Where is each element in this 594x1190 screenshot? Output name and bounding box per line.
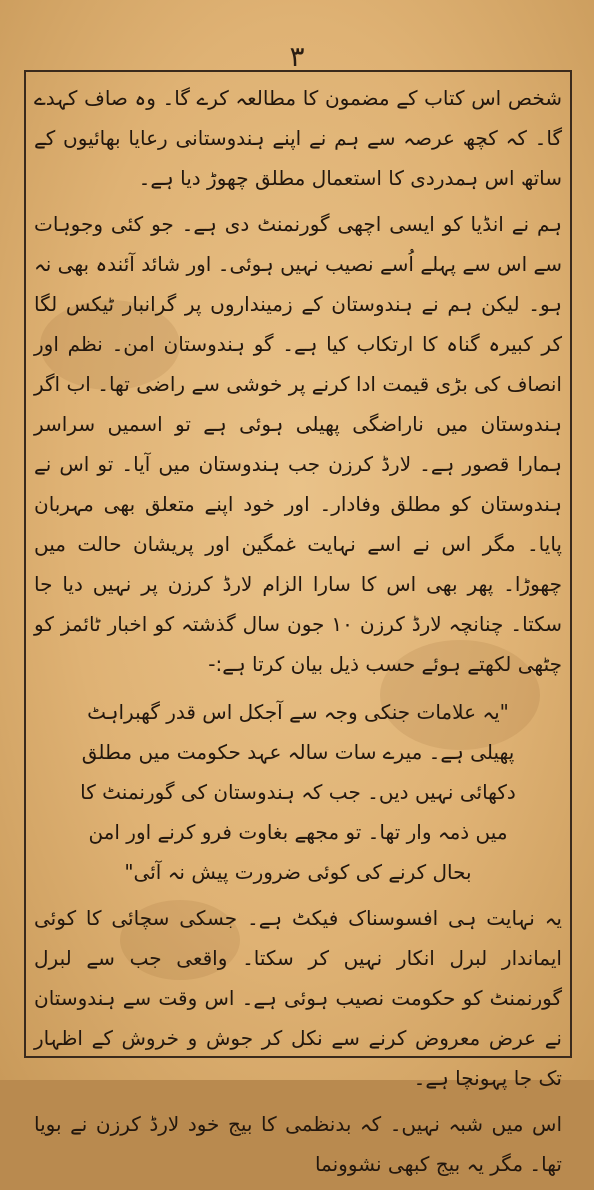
paragraph: اس میں شبہ نہیں۔ کہ بدنظمی کا بیج خود لارڈ کرزن نے بویا تھا۔ مگر یہ بیج کبھی نشوونما [34, 1112, 562, 1176]
text-body [34, 78, 562, 1190]
paragraph: یہ نہایت ہی افسوسناک فیکٹ ہے۔ جسکی سچائی کا کوئی ایماندار لبرل انکار نہیں کر سکتا۔ واقعی جب سے لبرل گورنمنٹ کو حکومت نصیب ہوئی ہے۔ اس وقت سے ہندوستان نے عرض معروض کرنے سے نکل کر جوش و خروش کے اظہار تک جا پہونچا ہے۔ [34, 906, 562, 1090]
paragraph: ہم نے انڈیا کو ایسی اچھی گورنمنٹ دی ہے۔ جو کئی وجوہات سے اس سے پہلے اُسے نصیب نہیں ہوئی۔ اور شائد آئندہ بھی نہ ہو۔ لیکن ہم نے ہندوستان کے زمینداروں پر گرانبار ٹیکس لگا کر کبیرہ گناہ کا ارتکاب کیا ہے۔ گو ہندوستان امن۔ نظم اور انصاف کی بڑی قیمت ادا کرنے پر خوشی سے راضی تھا۔ اب اگر ہندوستان میں ناراضگی پھیلی ہوئی ہے تو اسمیں سراسر ہمارا قصور ہے۔ لارڈ کرزن جب ہندوستان میں آیا۔ تو اس نے ہندوستان کو مطلق وفادار۔ اور خود اپنے متعلق بھی مہربان پایا۔ مگر اس نے اسے نہایت غمگین اور پریشان حالت میں چھوڑا۔ پھر بھی اس کا سارا الزام لارڈ کرزن پر نہیں دیا جا سکتا۔ چنانچہ لارڈ کرزن ۱۰ جون سال گذشتہ کو اخبار ٹائمز کو چٹھی لکھتے ہوئے حسب ذیل بیان کرتا ہے:- [34, 212, 562, 676]
block-quote: "یہ علامات جنکی وجہ سے آجکل اس قدر گھبراہٹ پھیلی ہے۔ میرے سات سالہ عہد حکومت میں مطلق دکھائی نہیں دیں۔ جب کہ ہندوستان کی گورنمنٹ کا میں ذمہ وار تھا۔ تو مجھے بغاوت فرو کرنے اور امن بحال کرنے کی کوئی ضرورت پیش نہ آئی" [80, 700, 516, 884]
paragraph: شخص اس کتاب کے مضمون کا مطالعہ کرے گا۔ وہ صاف کہدے گا۔ کہ کچھ عرصہ سے ہم نے اپنے ہندوستانی رعایا بھائیوں کے ساتھ اس ہمدردی کا استعمال مطلق چھوڑ دیا ہے۔ [34, 86, 562, 190]
page-number: ۳ [289, 40, 305, 73]
